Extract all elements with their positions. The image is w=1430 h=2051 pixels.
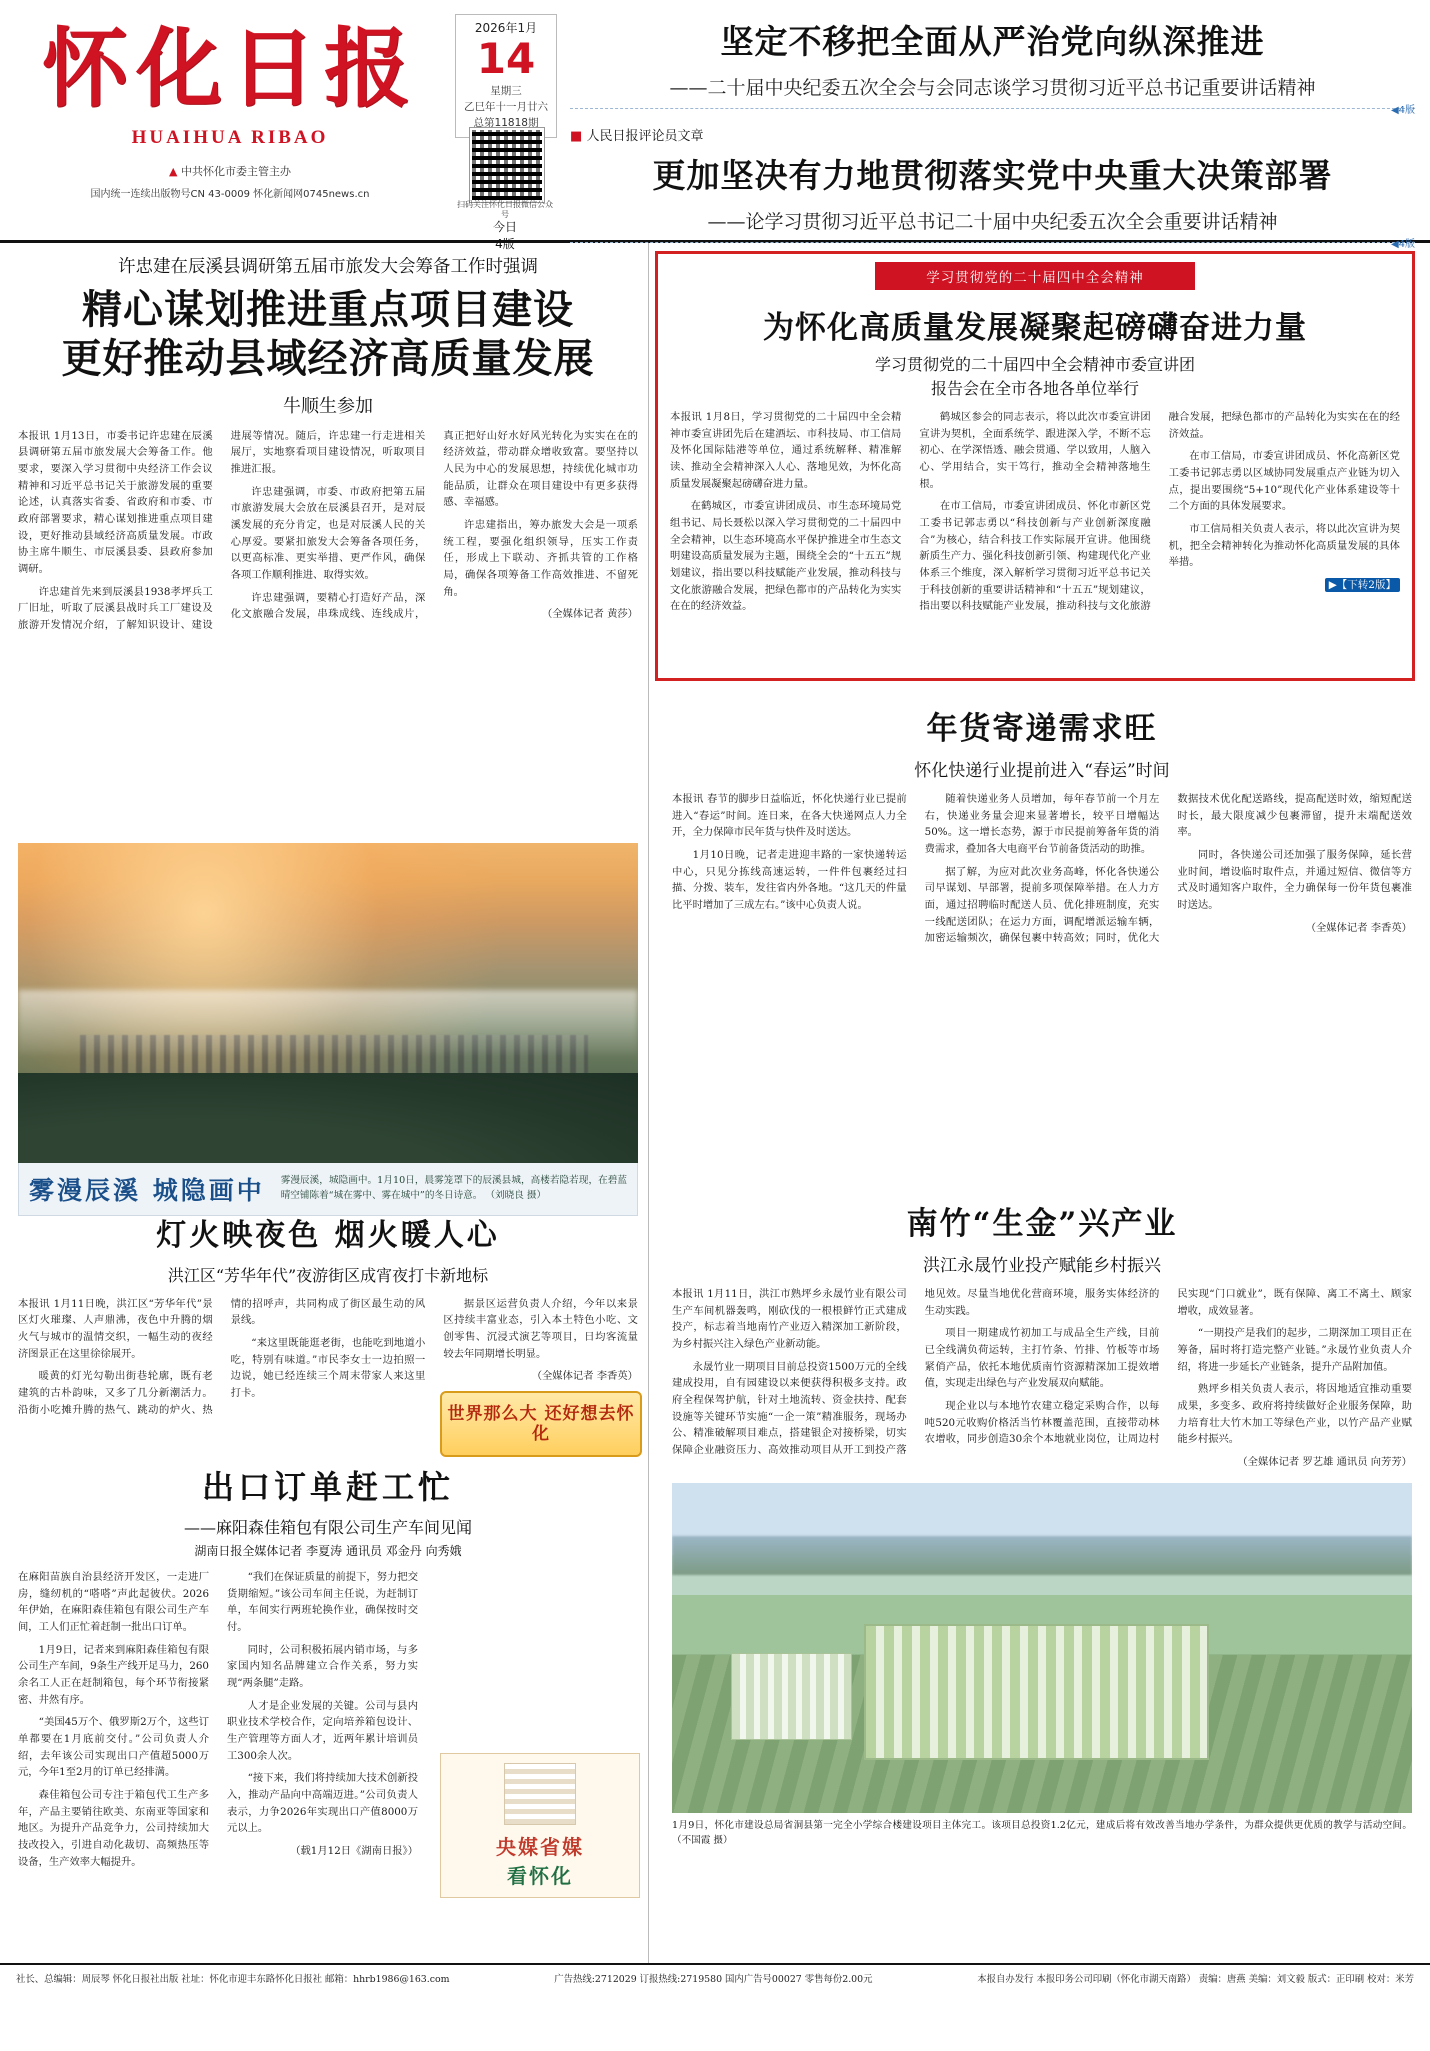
- paragraph: 许忠建首先来到辰溪县1938孝坪兵工厂旧址，听取了辰溪县战时兵工厂建设及旅游开发情况介绍，了解知识设计、建设进展等情况。随后，许忠建一行走进相关展厅，实地察看项目建设情况，听取项目推进汇报。: [18, 429, 426, 631]
- masthead-headline-2-sub: ——论学习贯彻习近平总书记二十届中央纪委五次全会重要讲话精神: [707, 211, 1278, 233]
- sponsor-mark-icon: ▲: [169, 164, 178, 178]
- night-subtitle: 洪江区“芳华年代”夜游街区成宵夜打卡新地标: [167, 1265, 489, 1285]
- photo-building-side: [731, 1653, 851, 1741]
- paragraph: 在市工信局，市委宣讲团成员、怀化高新区党工委书记郭志勇以区域协同发展重点产业链为切入点，提出要围绕“5+10”现代化产业体系建设等十二个方面的具体发展要求。: [1168, 450, 1400, 513]
- media-promo-box[interactable]: [440, 1753, 640, 1898]
- paragraph: 人才是企业发展的关键。公司与县内职业技术学校合作，定向培养箱包设计、生产管理等方面人才，近两年累计培训员工300余人次。: [227, 1699, 418, 1762]
- paragraph: 市工信局相关负责人表示，将以此次宣讲为契机，把全会精神转化为推动怀化高质量发展的具体举措。: [1168, 523, 1400, 569]
- page-footer: [0, 1963, 1430, 1995]
- paragraph: 本报讯 1月11日，洪江市熟坪乡永晟竹业有限公司生产车间机器轰鸣，刚砍伐的一根根鲜竹正式建成投产，标志着当地南竹产业迈入精深加工新阶段，为乡村振兴注入绿色产业新动能。: [672, 1288, 907, 1351]
- article-lead-story: [18, 253, 638, 750]
- today-label: 今日: [492, 220, 517, 234]
- lead-title-line1[interactable]: 精心谋划推进重点项目建设: [82, 286, 574, 333]
- masthead-headline-2[interactable]: 更加坚决有力地贯彻落实党中央重大决策部署: [652, 156, 1333, 195]
- bamboo-title[interactable]: 南竹“生金”兴产业: [906, 1206, 1178, 1242]
- paragraph: “美国45万个、俄罗斯2万个，这些订单都要在1月底前交付。”公司负责人介绍，去年该公司实现出口产值超5000万元，今年1至2月的订单已经排满。: [18, 1716, 209, 1779]
- tourism-slogan-badge[interactable]: [440, 1391, 642, 1457]
- paragraph: 在鹤城区，市委宣讲团成员、市生态环境局党组书记、局长聂松以深入学习贯彻党的二十届四中全会精神，以生态环境高水平保护推进全市生态文明建设高质量发展为主题，围绕全会的“十五五”规划建议，指出要以科技赋能产业发展，推动科技与文化旅游融合发展，把绿色都市的产品转化为实实在在的经济效益。: [670, 500, 902, 613]
- photo-block-school: [672, 1483, 1412, 1849]
- paragraph: 许忠建指出，筹办旅发大会是一项系统工程，要强化组织领导，压实工作责任，形成上下联动、齐抓共管的工作格局，确保各项筹备工作高效推进、不留死角。: [443, 518, 638, 598]
- date-box: [455, 14, 557, 138]
- paragraph: 在市工信局，市委宣讲团成员、怀化市新区党工委书记郭志勇以“科技创新与产业创新深度融合”为核心，结合科技工作实际展开宣讲。他围绕新质生产力、强化科技创新引领、构建现代化产业体系三个维度，深入解析学习贯彻习近平总书记关于科技创新的重要讲话精神和“十五五”规划建议，指出要以科技赋能产业发展，推动科技与文化旅游融合发展，把绿色都市的产品转化为实实在在的经济效益。: [919, 411, 1400, 613]
- plenary-title[interactable]: 为怀化高质量发展凝聚起磅礴奋进力量: [763, 310, 1307, 346]
- footer-left: 社长、总编辑：周辰琴 怀化日报社出版 社址：怀化市迎丰东路怀化日报社 邮箱：hhrb1986@163.com: [16, 1974, 450, 1985]
- export-byline: 湖南日报全媒体记者 李夏涛 通讯员 邓金丹 向秀娥: [194, 1544, 462, 1559]
- export-subtitle: ——麻阳森佳箱包有限公司生产车间见闻: [183, 1518, 472, 1538]
- logo-chinese-name: 怀化日报: [42, 18, 418, 119]
- plenary-jump-ref[interactable]: [1169, 577, 1400, 594]
- headline-2-page-ref[interactable]: ◀4版: [1390, 239, 1415, 250]
- footer-center: 广告热线:2712029 订报热线:2719580 国内广告号00027 零售每份2.00元: [554, 1974, 873, 1985]
- footer-right: 本报自办发行 本报印务公司印刷（怀化市湖天南路） 责编：唐燕 美编：刘文毅 版式：正印刷 校对：米芳: [977, 1974, 1414, 1985]
- paragraph: “来这里既能逛老街，也能吃到地道小吃，特别有味道。”市民李女士一边拍照一边说，她已经连续三个周末带家人来这里打卡。: [230, 1336, 426, 1399]
- qr-caption: 扫码关注怀化日报微信公众号: [457, 200, 553, 220]
- plenary-sub-line1: 学习贯彻党的二十届四中全会精神市委宣讲团: [874, 355, 1195, 374]
- date-day: 14: [476, 34, 536, 83]
- headline-1-page-ref[interactable]: ◀4版: [1390, 105, 1415, 116]
- plenary-sub-line2: 报告会在全市各地各单位举行: [930, 379, 1139, 398]
- photo-caption-title: 雾漫辰溪 城隐画中: [29, 1176, 265, 1205]
- masthead: [0, 0, 1430, 251]
- paragraph: 随着快递业务人员增加，每年春节前一个月左右，快递业务量会迎来显著增长，较平日增幅达50%。这一增长态势，源于市民提前筹备年货的消费需求，叠加各大电商平台节前备货活动的助推。: [924, 793, 1160, 856]
- paragraph: 同时，公司积极拓展内销市场，与多家国内知名品牌建立合作关系，努力实现“两条腿”走路。: [227, 1643, 418, 1690]
- paragraph: 1月9日，记者来到麻阳森佳箱包有限公司生产车间，9条生产线开足马力，260余名工人正在赶制箱包，每个环节衔接紧密、井然有序。: [18, 1643, 209, 1706]
- lead-byline: 牛顺生参加: [283, 395, 373, 417]
- export-title[interactable]: 出口订单赶工忙: [201, 1468, 454, 1506]
- newspaper-icon: [504, 1763, 576, 1825]
- paragraph: 项目一期建成竹初加工与成品全生产线，目前已全线满负荷运转，主打竹条、竹排、竹板等市场紧俏产品，依托本地优质南竹资源精深加工提效增值，实现走出绿色与产业发展双向赋能。: [924, 1327, 1160, 1390]
- photo-ridge-layer: [672, 1536, 1412, 1576]
- promo-line-1: 央媒省媒: [496, 1835, 584, 1859]
- export-body: [18, 1569, 418, 1989]
- paragraph: 本报讯 1月8日，学习贯彻党的二十届四中全会精神市委宣讲团先后在建酒坛、市科技局、市工信局及怀化国际陆港等单位，通过系统解释、精准解读、推动全会精神深入人心、落地见效，为怀化高质量发展凝聚起磅礴奋进力量。: [670, 411, 902, 490]
- square-bullet-icon: ■: [570, 129, 583, 144]
- night-title[interactable]: 灯火映夜色 烟火暖人心: [156, 1218, 500, 1253]
- date-weekday: 星期三: [490, 85, 522, 97]
- parcel-signature: （全媒体记者 李香英）: [1305, 921, 1412, 934]
- paragraph: 许忠建强调，要精心打造好产品，深化文旅融合发展，串珠成线、连线成片，真正把好山好水好风光转化为实实在在的经济效益，带动群众增收致富。要坚持以人民为中心的发展思想，持续优化城市功能品质，让群众在项目建设中有更多获得感、幸福感。: [230, 429, 638, 621]
- bamboo-signature: （全媒体记者 罗艺雄 通讯员 向芳芳）: [1237, 1456, 1412, 1469]
- night-signature: （全媒体记者 李香英）: [531, 1370, 638, 1383]
- issue-number: 总第11818期: [473, 116, 539, 129]
- photo-image: [672, 1483, 1412, 1813]
- paragraph: 本报讯 春节的脚步日益临近，怀化快递行业已提前进入“春运”时间。连日来，在各大快递网点人力全开，全力保障市民年货与快件及时送达。: [672, 793, 907, 839]
- export-note: （载1月12日《湖南日报》）: [290, 1845, 418, 1858]
- parcel-title[interactable]: 年货寄递需求旺: [926, 711, 1158, 747]
- photo-block-city-fog: [18, 843, 638, 1216]
- paragraph: 在麻阳苗族自治县经济开发区，一走进厂房，缝纫机的“嗒嗒”声此起彼伏。2026年伊始，在麻阳森佳箱包有限公司生产车间，工人们正忙着赶制一批出口订单。: [18, 1571, 209, 1634]
- masthead-headline-1-sub: ——二十届中央纪委五次全会与会同志谈学习贯彻习近平总书记重要讲话精神: [669, 77, 1316, 99]
- page-body: [0, 243, 1430, 1963]
- article-parcel-demand: [672, 703, 1412, 1016]
- column-divider: [648, 243, 649, 1963]
- lead-signature: （全媒体记者 黄莎）: [542, 608, 638, 621]
- lead-shoulder: 许忠建在辰溪县调研第五届市旅发大会筹备工作时强调: [118, 257, 538, 277]
- highlight-box-plenary: [655, 251, 1415, 681]
- tourism-slogan-text: 世界那么大 还好想去怀化: [447, 1403, 635, 1444]
- paragraph: 本报讯 1月11日晚，洪江区“芳华年代”景区灯火璀璨、人声鼎沸，夜色中升腾的烟火气与城市的温情交织，一幅生动的夜经济图景正在这里徐徐展开。: [18, 1297, 213, 1360]
- paragraph: 许忠建强调，市委、市政府把第五届市旅游发展大会放在辰溪县召开，是对辰溪发展的充分肯定，也是对辰溪人民的关心厚爱。要紧扣旅发大会筹备各项任务，以更高标准、更实举措、更严作风，确保各项工作顺利推进、取得实效。: [230, 485, 426, 581]
- paragraph: 鹤城区参会的同志表示，将以此次市委宣讲团宣讲为契机，全面系统学、跟进深入学，不断不忘初心、在学深悟透、融会贯通、学以致用，人脑入心、学用结合，实干笃行，推动全会精神落地生根。: [919, 411, 1151, 490]
- paragraph: 暖黄的灯光勾勒出街巷轮廓，既有老建筑的古朴韵味，又多了几分新潮活力。沿街小吃摊升腾的热气、跳动的炉火、热情的招呼声，共同构成了街区最生动的风景线。: [18, 1297, 426, 1416]
- sponsor-line: [10, 163, 450, 179]
- article-bamboo-industry: [672, 1198, 1412, 1516]
- qr-code-icon[interactable]: [470, 128, 544, 202]
- newspaper-logo: [10, 18, 450, 200]
- bamboo-body: [672, 1286, 1412, 1516]
- photo-image: [18, 843, 638, 1163]
- photo-caption-text: 1月9日，怀化市建设总局省洞县第一完全小学综合楼建设项目主体完工。该项目总投资1.2亿元，建成后将有效改善当地办学条件，为群众提供更优质的教学与活动空间。 （不国霞 摄）: [672, 1820, 1412, 1846]
- parcel-subtitle: 怀化快递行业提前进入“春运”时间: [914, 761, 1170, 781]
- paragraph: 永晟竹业一期项目目前总投资1500万元的全线建成投用，自有园建设以来便获得积极多支持。政府全程保驾护航，针对土地流转、资金扶持、配套设施等关键环节实施“一企一策”精准服务，现场办公、精准破解项目难点，搭建银企对接桥梁，切实保障企业融资压力、高效推动项目从开工到投产落地见效。尽量当地优化营商环境，服务实体经济的生动实践。: [672, 1288, 1160, 1457]
- commentary-kicker: [570, 125, 1415, 144]
- jump-tag: ▶【下转2版】: [1325, 578, 1400, 592]
- plenary-banner: 学习贯彻党的二十届四中全会精神: [875, 262, 1195, 290]
- bamboo-subtitle: 洪江永晟竹业投产赋能乡村振兴: [923, 1256, 1161, 1276]
- paragraph: 熟坪乡相关负责人表示，将因地适宜推动重要成果，多变多、政府将持续做好企业服务保障，助力培育壮大竹木加工等绿色产业，以竹产品产业赋能乡村振兴。: [1177, 1383, 1412, 1446]
- today-page-count: 4版: [495, 237, 515, 251]
- sponsor-text: 中共怀化市委主管主办: [180, 164, 291, 178]
- paragraph: 据了解，为应对此次业务高峰，怀化各快递公司早谋划、早部署，提前多项保障举措。在人力方面，通过招聘临时配送人员、优化排班制度，充实一线配送团队；在运力方面，调配增派运输车辆，加密运输频次，确保包裹中转高效；同时，优化大数据技术优化配送路线，提高配送时效，缩短配送时长，最大限度减少包裹滞留，提升末端配送效率。: [924, 793, 1412, 945]
- divider-1: [570, 105, 1415, 116]
- paragraph: “一期投产是我们的起步，二期深加工项目正在筹备，届时将打造完整产业链。”永晟竹业负责人介绍，将进一步延长产业链条，提升产品附加值。: [1177, 1327, 1412, 1373]
- masthead-headlines: [570, 16, 1415, 250]
- masthead-headline-1[interactable]: 坚定不移把全面从严治党向纵深推进: [720, 22, 1265, 61]
- paragraph: 现企业以与本地竹农建立稳定采购合作，以每吨520元收购价格活当竹林覆盖范围，直接带动林农增收，同步创造30余个本地就业岗位，让周边村民实现“门口就业”，既有保障、离工不离土、顾家增收，成效显著。: [924, 1288, 1412, 1446]
- paragraph: “我们在保证质量的前提下，努力把交货期缩短。”该公司车间主任说，为赶制订单，车间实行两班轮换作业，确保按时交付。: [227, 1571, 418, 1634]
- paragraph: 1月10日晚，记者走进迎丰路的一家快递转运中心，只见分拣线高速运转，一件件包裹经过扫描、分拨、装车，发往省内外各地。“这几天的件量比平时增加了三成左右。”该中心负责人说。: [672, 849, 907, 912]
- logo-pinyin: HUAIHUA RIBAO: [131, 126, 329, 148]
- paragraph: 森佳箱包公司专注于箱包代工生产多年，产品主要销往欧美、东南亚等国家和地区。为提升产品竞争力，公司持续加大技改投入，引进自动化裁切、高频热压等设备，生产效率大幅提升。: [18, 1789, 209, 1868]
- kicker-label: 人民日报评论员文章: [586, 129, 704, 144]
- article-export-orders: [18, 1468, 638, 1989]
- lead-body: [18, 428, 638, 750]
- photo-caption-text: 雾漫辰溪，城隐画中。1月10日，晨雾笼罩下的辰溪县城，高楼若隐若现，在碧蓝晴空铺陈着“城在雾中、雾在城中”的冬日诗意。 （刘晓良 摄）: [280, 1175, 627, 1201]
- photo-hill-layer: [18, 1073, 638, 1163]
- issn-line: 国内统一连续出版物号CN 43-0009 怀化新闻网0745news.cn: [90, 188, 370, 200]
- promo-line-2: 看怀化: [507, 1864, 573, 1888]
- plenary-body: [670, 409, 1400, 699]
- photo-building-main: [864, 1624, 1208, 1760]
- paragraph: 同时，各快递公司还加强了服务保障，延长营业时间，增设临时取件点，并通过短信、微信等方式及时通知客户取件，全力确保每一份年货包裹准时送达。: [1177, 849, 1412, 912]
- paragraph: “接下来，我们将持续加大技术创新投入，推动产品向中高端迈进。”公司负责人表示，力争2026年实现出口产值8000万元以上。: [227, 1772, 418, 1835]
- photo-caption-bar: [18, 1163, 638, 1216]
- lead-title-line2[interactable]: 更好推动县域经济高质量发展: [61, 334, 595, 382]
- paragraph: 据景区运营负责人介绍，今年以来景区持续丰富业态，引入本土特色小吃、文创零售、沉浸式演艺等项目，日均客流量较去年同期增长明显。: [443, 1297, 638, 1360]
- paragraph: 本报讯 1月13日，市委书记许忠建在辰溪县调研第五届市旅发展大会筹备工作。他要求，要深入学习贯彻中央经济工作会议精神和习近平总书记关于旅游发展的重要论述，认真落实省委、省政府和市委、市政府部署要求，精心谋划推进重点项目建设，更好推动县域经济高质量发展。市政协主席牛顺生、市辰溪县委、县政府参加调研。: [18, 429, 213, 575]
- date-year-month: 2026年1月: [474, 21, 538, 35]
- date-lunar: 乙巳年十一月廿六: [464, 100, 548, 113]
- parcel-body: [672, 791, 1412, 1016]
